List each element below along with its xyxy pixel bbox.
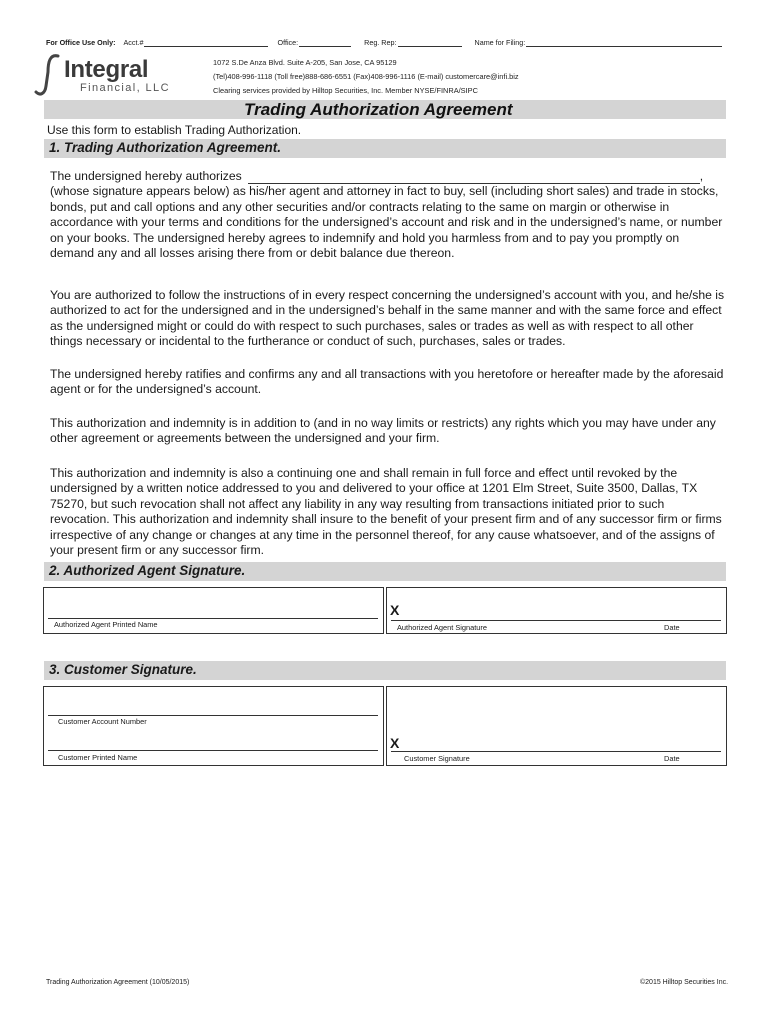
customer-printed-name-label: Customer Printed Name [58,753,138,762]
address-line-1: 1072 S.De Anza Blvd. Suite A-205, San Jose, CA 95129 [213,58,397,67]
authorizes-text: The undersigned hereby authorizes [50,169,242,183]
section-2-title: 2. Authorized Agent Signature. [49,563,246,578]
customer-signature-box[interactable] [386,686,727,766]
intro-text: Use this form to establish Trading Authorization. [47,123,302,137]
agent-signature-x: X [390,602,400,618]
title-bar [44,100,726,119]
section-2-header [44,562,726,581]
reg-rep-field[interactable] [398,38,462,47]
name-for-filing-field[interactable] [526,38,722,47]
customer-signature-x: X [390,735,400,751]
office-use-label: For Office Use Only: [46,38,116,47]
acct-label: Acct.# [123,38,144,47]
footer-copyright: ©2015 Hilltop Securities Inc. [640,979,729,986]
paragraph-5: This authorization and indemnity is also a continuing one and shall remain in full force and effect until revoked by the undersigned by a written notice addressed to you and delivered to your office at 1201 Elm Street, Suite 3500, Dallas, TX 75270, but such revocation shall not affect any liability in any way resulting from transactions initiated prior to such revocation. This authorization and indemnity shall insure to the benefit of your present firm and of any successor firm or firms irrespective of any change or changes at any time in the personnel thereof, for any cause whatsoever, and of the assigns of your present firm or any successor firm. [50,466,722,558]
customer-account-number-label: Customer Account Number [58,717,147,726]
logo-name: Integral [64,56,149,83]
name-for-filing-label: Name for Filing: [474,38,526,47]
footer-form-id: Trading Authorization Agreement (10/05/2015) [46,979,190,986]
office-label: Office: [277,38,299,47]
logo-subtitle: Financial, LLC [80,82,170,94]
section-3-header [44,661,726,680]
customer-date-label: Date [664,754,680,763]
page-title: Trading Authorization Agreement [244,100,513,119]
customer-signature-label: Customer Signature [404,754,470,763]
agent-signature-label: Authorized Agent Signature [397,623,487,632]
section-1-header [44,139,726,158]
acct-field[interactable] [144,38,268,47]
address-line-2: (Tel)408-996-1118 (Toll free)888-686-6551 (Fax)408-996-1116 (E-mail) customercare@infi.biz [213,72,519,81]
company-logo [34,52,174,98]
address-line-3: Clearing services provided by Hilltop Securities, Inc. Member NYSE/FINRA/SIPC [213,86,478,95]
agent-date-label: Date [664,623,680,632]
section-1-title: 1. Trading Authorization Agreement. [49,140,282,155]
agent-signature-box[interactable] [386,587,727,634]
reg-rep-label: Reg. Rep: [364,38,397,47]
customer-info-box[interactable] [43,686,384,766]
paragraph-1: The undersigned hereby authorizes , (whose signature appears below) as his/her agent and attorney in fact to buy, sell (including short sales) and trade in stocks, bonds, put and call options and any other securities and/or contracts relating to the same on margin or otherwise in accordance with your terms and conditions for the undersigned’s account and risk and in the undersigned’s name, or number on your books. The undersigned hereby agrees to indemnify and hold you harmless from and to pay you promptly on demand any and all losses arising there from or debit balance due thereon. [50,169,726,261]
office-field[interactable] [299,38,351,47]
agent-name-field[interactable] [248,172,700,184]
paragraph-3: The undersigned hereby ratifies and confirms any and all transactions with you heretofore or hereafter made by the aforesaid agent or for the undersigned’s account. [50,367,724,397]
office-use-line [46,38,726,47]
paragraph-2: You are authorized to follow the instructions of in every respect concerning the undersigned’s account with you, and he/she is authorized to act for the undersigned and in the undersigned’s behalf in the same manner and with the same force and effect as the undersigned might or could do with respect to such purchases, sales or trades as well as with respect to all other things necessary or incidental to the furtherance or conduct of such, purchases, sales or trades. [50,288,725,349]
paragraph-1-rest: (whose signature appears below) as his/her agent and attorney in fact to buy, sell (including short sales) and trade in stocks, bonds, put and call options and any other securities and/or contracts relating to the same on margin or otherwise in accordance with your terms and conditions for the undersigned’s account and risk and in the undersigned’s name, or number on your books. The undersigned hereby agrees to indemnify and hold you harmless from and to pay you promptly on demand any and all losses arising there from or debit balance due thereon. [50,184,723,261]
agent-printed-name-label: Authorized Agent Printed Name [54,620,158,629]
paragraph-4: This authorization and indemnity is in addition to (and in no way limits or restricts) any rights which you may have under any other agreement or agreements between the undersigned and your firm. [50,416,716,446]
agent-printed-name-box[interactable] [43,587,384,634]
integral-sign-icon [34,52,68,98]
section-3-title: 3. Customer Signature. [49,662,197,677]
